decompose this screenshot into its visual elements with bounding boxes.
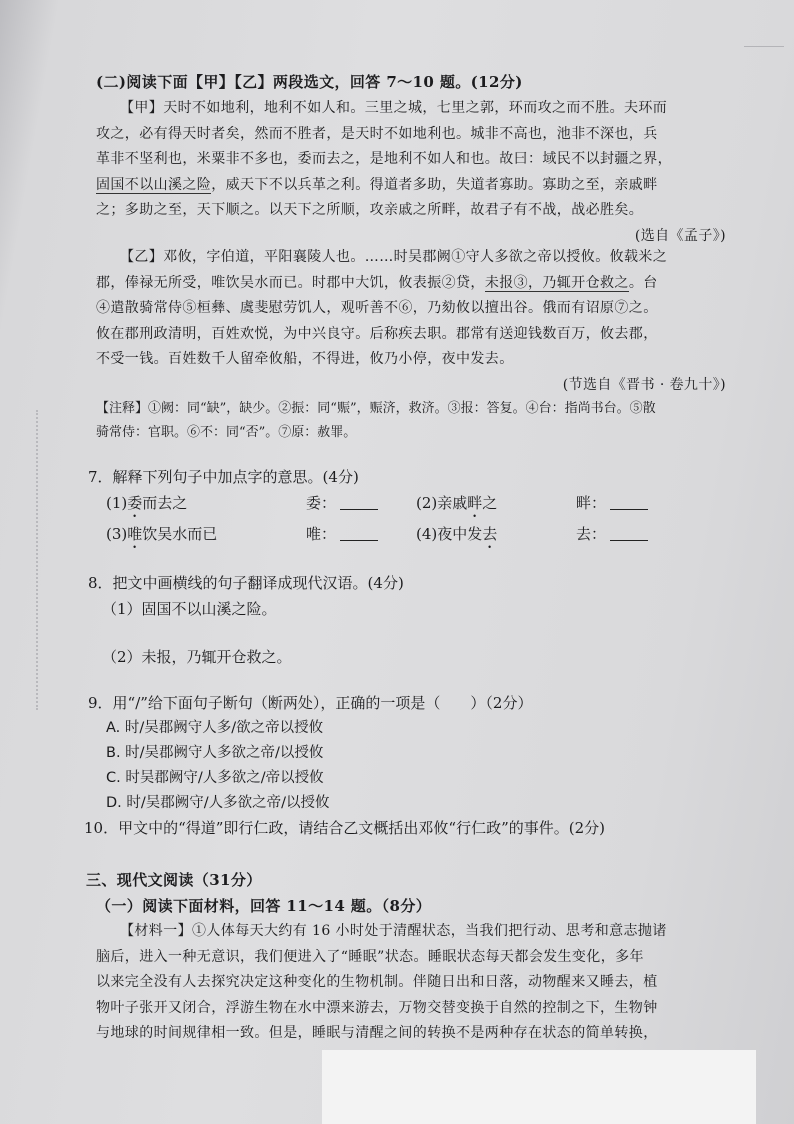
yi-line-2-end: 。台 <box>628 274 658 291</box>
redaction-box <box>322 1050 756 1124</box>
q9-option-b[interactable]: B. 时/吴郡阙守人多欲之帝/以授攸 <box>106 745 324 761</box>
q7-item-3: (3)唯饮吴水而已 <box>106 525 218 543</box>
section3-heading: 三、现代文阅读（31分） <box>86 871 262 889</box>
yi-line-2 <box>96 271 746 297</box>
notes-block <box>96 397 746 445</box>
yi-line-3: ④遣散骑常侍⑤桓彝、虞斐慰劳饥人，观听善不⑥，乃劾攸以擅出谷。俄而有诏原⑦之。 <box>96 300 658 316</box>
q9-option-c[interactable]: C. 时吴郡阙守/人多欲之/帝以授攸 <box>106 770 324 786</box>
dotted-char: 唯 <box>127 525 143 543</box>
dotted-char: 畔 <box>467 494 483 512</box>
dotted-char: 委 <box>127 494 143 512</box>
jia-source: (选自《孟子》) <box>634 227 726 244</box>
question-10 <box>84 815 746 841</box>
q8-item-2: （2）未报，乃辄开仓救之。 <box>102 648 292 666</box>
question-9 <box>88 690 746 816</box>
q9-stem: 9．用“/”给下面句子断句（断两处），正确的一项是（ ）（2分） <box>88 694 533 712</box>
q7-item-2: (2)亲戚畔之 <box>416 494 498 512</box>
jia-underlined-sentence: 固国不以山溪之险 <box>96 176 212 193</box>
q9-option-a[interactable]: A. 时/吴郡阙守人多/欲之帝以授攸 <box>106 720 324 736</box>
jia-line-1: 【甲】天时不如地利，地利不如人和。三里之城，七里之郭，环而攻之而不胜。夫环而 <box>120 100 668 116</box>
answer-blank[interactable] <box>610 540 648 541</box>
material1-line-1: 【材料一】①人体每天大约有 16 小时处于清醒状态，当我们把行动、思考和意志抛诸 <box>120 923 667 939</box>
q7-answer-1[interactable]: 委： <box>306 490 416 521</box>
yi-line-1: 【乙】邓攸，字伯道，平阳襄陵人也。……时吴郡阙①守人多欲之帝以授攸。攸载米之 <box>120 249 668 265</box>
bleed-through-mark <box>36 410 56 710</box>
section3-block <box>86 868 746 1047</box>
answer-blank[interactable] <box>340 509 378 510</box>
notes-line-1: 【注释】①阙：同“缺”，缺少。②振：同“赈”，赈济，救济。③报：答复。④台：指尚书台。⑤散 <box>96 401 656 416</box>
answer-blank[interactable] <box>340 540 378 541</box>
material1-line-3: 以来完全没有人去探究决定这种变化的生物机制。伴随日出和日落，动物醒来又睡去，植 <box>96 974 658 990</box>
q7-item-4: (4)夜中发去 <box>416 525 498 543</box>
jia-line-5: 之；多助之至，天下顺之。以天下之所顺，攻亲戚之所畔，故君子有不战，战必胜矣。 <box>96 202 644 218</box>
material1-line-2: 脑后，进入一种无意识，我们便进入了“睡眠”状态。睡眠状态每天都会发生变化，多年 <box>96 948 644 965</box>
yi-source: (节选自《晋书 · 卷九十》) <box>562 376 726 393</box>
q9-option-d[interactable]: D. 时/吴郡阙守/人多欲之帝/以授攸 <box>106 795 330 811</box>
q8-answer-space-1[interactable] <box>96 622 746 644</box>
answer-blank[interactable] <box>610 509 648 510</box>
notes-line-2: 骑常侍：官职。⑥不：同“否”。⑦原：赦罪。 <box>96 425 357 440</box>
material1-line-5: 与地球的时间规律相一致。但是，睡眠与清醒之间的转换不是两种存在状态的简单转换， <box>96 1025 658 1041</box>
yi-line-2-start: 郡，俸禄无所受，唯饮吴水而已。时郡中大饥，攸表振②贷， <box>96 274 485 291</box>
material1-line-4: 物叶子张开又闭合，浮游生物在水中漂来游去，万物交替变换于自然的控制之下，生物钟 <box>96 999 658 1016</box>
section3-subheading: （一）阅读下面材料，回答 11～14 题。（8分） <box>96 896 432 915</box>
q7-answer-2[interactable]: 畔： <box>576 490 676 521</box>
jia-line-4 <box>96 173 746 199</box>
passage-yi <box>96 245 746 398</box>
q7-stem: 7．解释下列句子中加点字的意思。(4分) <box>88 468 359 486</box>
passage-jia <box>96 96 746 249</box>
jia-line-4-rest: ，威天下不以兵革之利。得道者多助，失道者寡助。寡助之至，亲戚畔 <box>211 176 658 193</box>
question-7 <box>88 464 746 552</box>
section2-block <box>96 70 746 96</box>
yi-line-4: 攸在郡刑政清明，百姓欢悦，为中兴良守。后称疾去职。郡常有送迎钱数百万，攸去郡， <box>96 325 658 342</box>
q8-stem: 8．把文中画横线的句子翻译成现代汉语。(4分) <box>88 574 404 592</box>
q10-stem: 10．甲文中的“得道”即行仁政，请结合乙文概括出邓攸“行仁政”的事件。(2分) <box>84 819 606 837</box>
section2-heading: (二)阅读下面【甲】【乙】两段选文，回答 7～10 题。(12分) <box>96 73 523 91</box>
jia-line-3: 革非不坚利也，米粟非不多也，委而去之，是地利不如人和也。故曰：域民不以封疆之界， <box>96 151 672 167</box>
dotted-char: 去 <box>482 525 498 543</box>
yi-underlined-sentence: 未报③，乃辄开仓救之 <box>484 274 629 291</box>
jia-line-2: 攻之，必有得天时者矣，然而不胜者，是天时不如地利也。城非不高也，池非不深也，兵 <box>96 125 658 142</box>
question-8 <box>88 570 746 670</box>
q7-answer-4[interactable]: 去： <box>576 521 676 552</box>
q7-answer-3[interactable]: 唯： <box>306 521 416 552</box>
q7-item-1: (1)委而去之 <box>106 494 188 512</box>
yi-line-5: 不受一钱。百姓数千人留牵攸船，不得进，攸乃小停，夜中发去。 <box>96 351 514 367</box>
q8-item-1: （1）固国不以山溪之险。 <box>102 600 277 618</box>
bleed-through-mark <box>744 46 784 59</box>
